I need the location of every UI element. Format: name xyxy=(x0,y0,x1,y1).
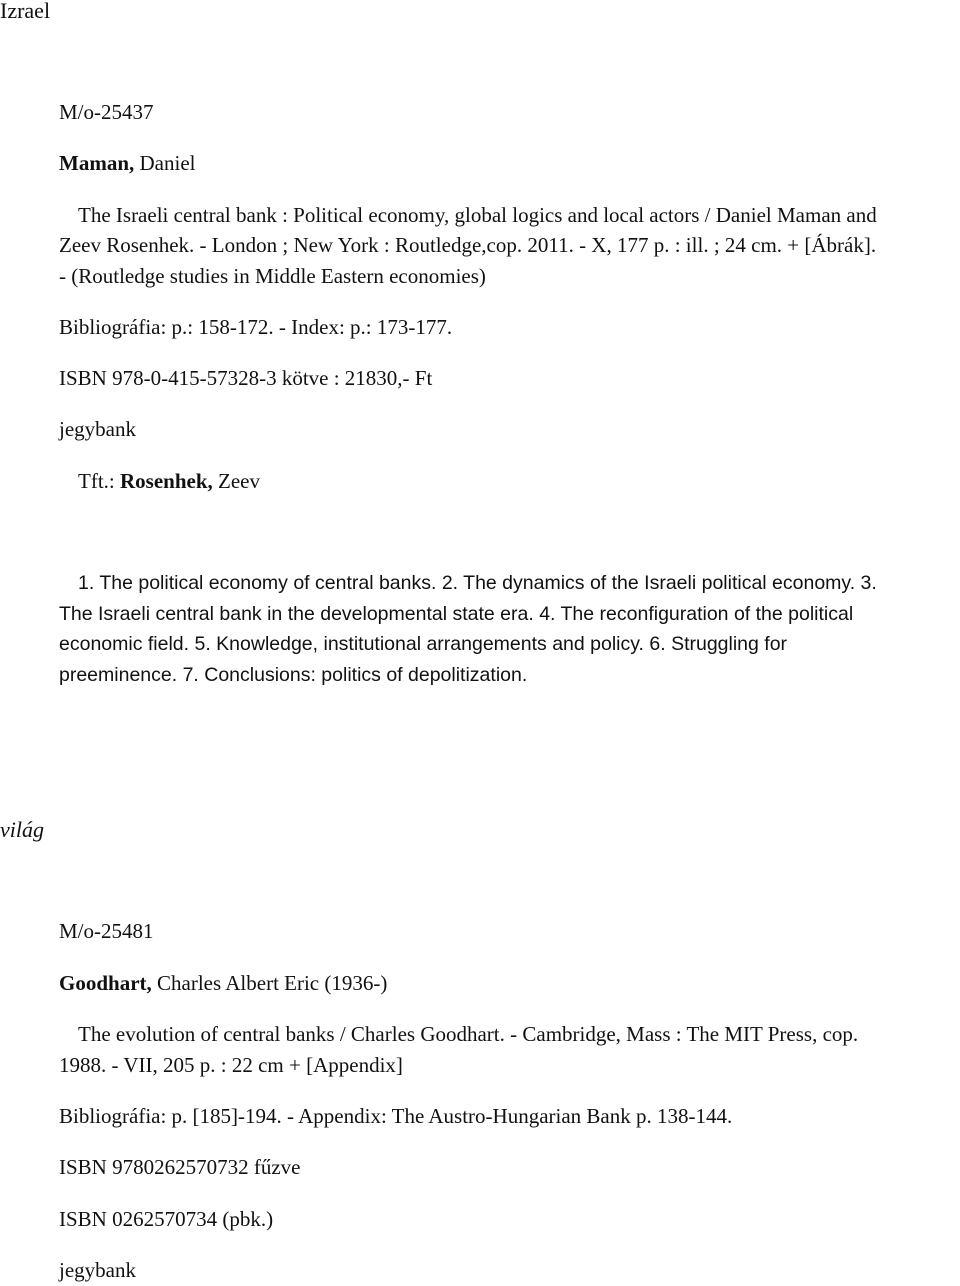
section-heading-izrael: Izrael xyxy=(0,0,51,23)
record-title-line: - (Routledge studies in Middle Eastern economies) xyxy=(59,264,486,288)
contents-line: 1. The political economy of central banks. 2. The dynamics of the Israeli political economy. 3. xyxy=(78,572,877,594)
coauthor-surname: Rosenhek, xyxy=(120,469,213,493)
author-given: Charles Albert Eric (1936-) xyxy=(151,971,388,995)
contents-line: The Israeli central bank in the developmental state era. 4. The reconfiguration of the political xyxy=(59,603,854,625)
record-bibliography: Bibliográfia: p.: 158-172. - Index: p.: 173-177. xyxy=(59,315,453,339)
contents-line: economic field. 5. Knowledge, institutional arrangements and policy. 6. Struggling for xyxy=(59,633,788,655)
record-subject-note: jegybank xyxy=(59,417,136,441)
author-surname: Goodhart, xyxy=(59,971,152,995)
record-bibliography: Bibliográfia: p. [185]-194. - Appendix: The Austro-Hungarian Bank p. 138-144. xyxy=(59,1104,733,1128)
record-subject-note: jegybank xyxy=(59,1258,136,1282)
coauthor-prefix: Tft.: xyxy=(78,469,120,493)
author-surname: Maman, xyxy=(59,151,135,175)
record-author xyxy=(59,148,195,179)
record-title-line: The Israeli central bank : Political economy, global logics and local actors / Daniel Maman and xyxy=(78,203,877,227)
record-isbn: ISBN 9780262570732 fűzve xyxy=(59,1155,301,1179)
record-title-line: The evolution of central banks / Charles Goodhart. - Cambridge, Mass : The MIT Press, cop. xyxy=(78,1022,859,1046)
contents-line: preeminence. 7. Conclusions: politics of depolitization. xyxy=(59,664,528,686)
record-isbn: ISBN 978-0-415-57328-3 kötve : 21830,- Ft xyxy=(59,366,433,390)
record-title-line: Zeev Rosenhek. - London ; New York : Routledge,cop. 2011. - X, 177 p. : ill. ; 24 cm. + [Ábrák]. xyxy=(59,233,877,257)
record-title-line: 1988. - VII, 205 p. : 22 cm + [Appendix] xyxy=(59,1053,403,1077)
section-heading-vilag: világ xyxy=(0,817,44,842)
record-author xyxy=(59,968,387,999)
author-given: Daniel xyxy=(134,151,196,175)
record-signature: M/o-25437 xyxy=(59,100,154,124)
record-coauthor xyxy=(78,466,260,497)
record-signature: M/o-25481 xyxy=(59,919,154,943)
coauthor-given: Zeev xyxy=(212,469,261,493)
record-isbn: ISBN 0262570734 (pbk.) xyxy=(59,1207,274,1231)
